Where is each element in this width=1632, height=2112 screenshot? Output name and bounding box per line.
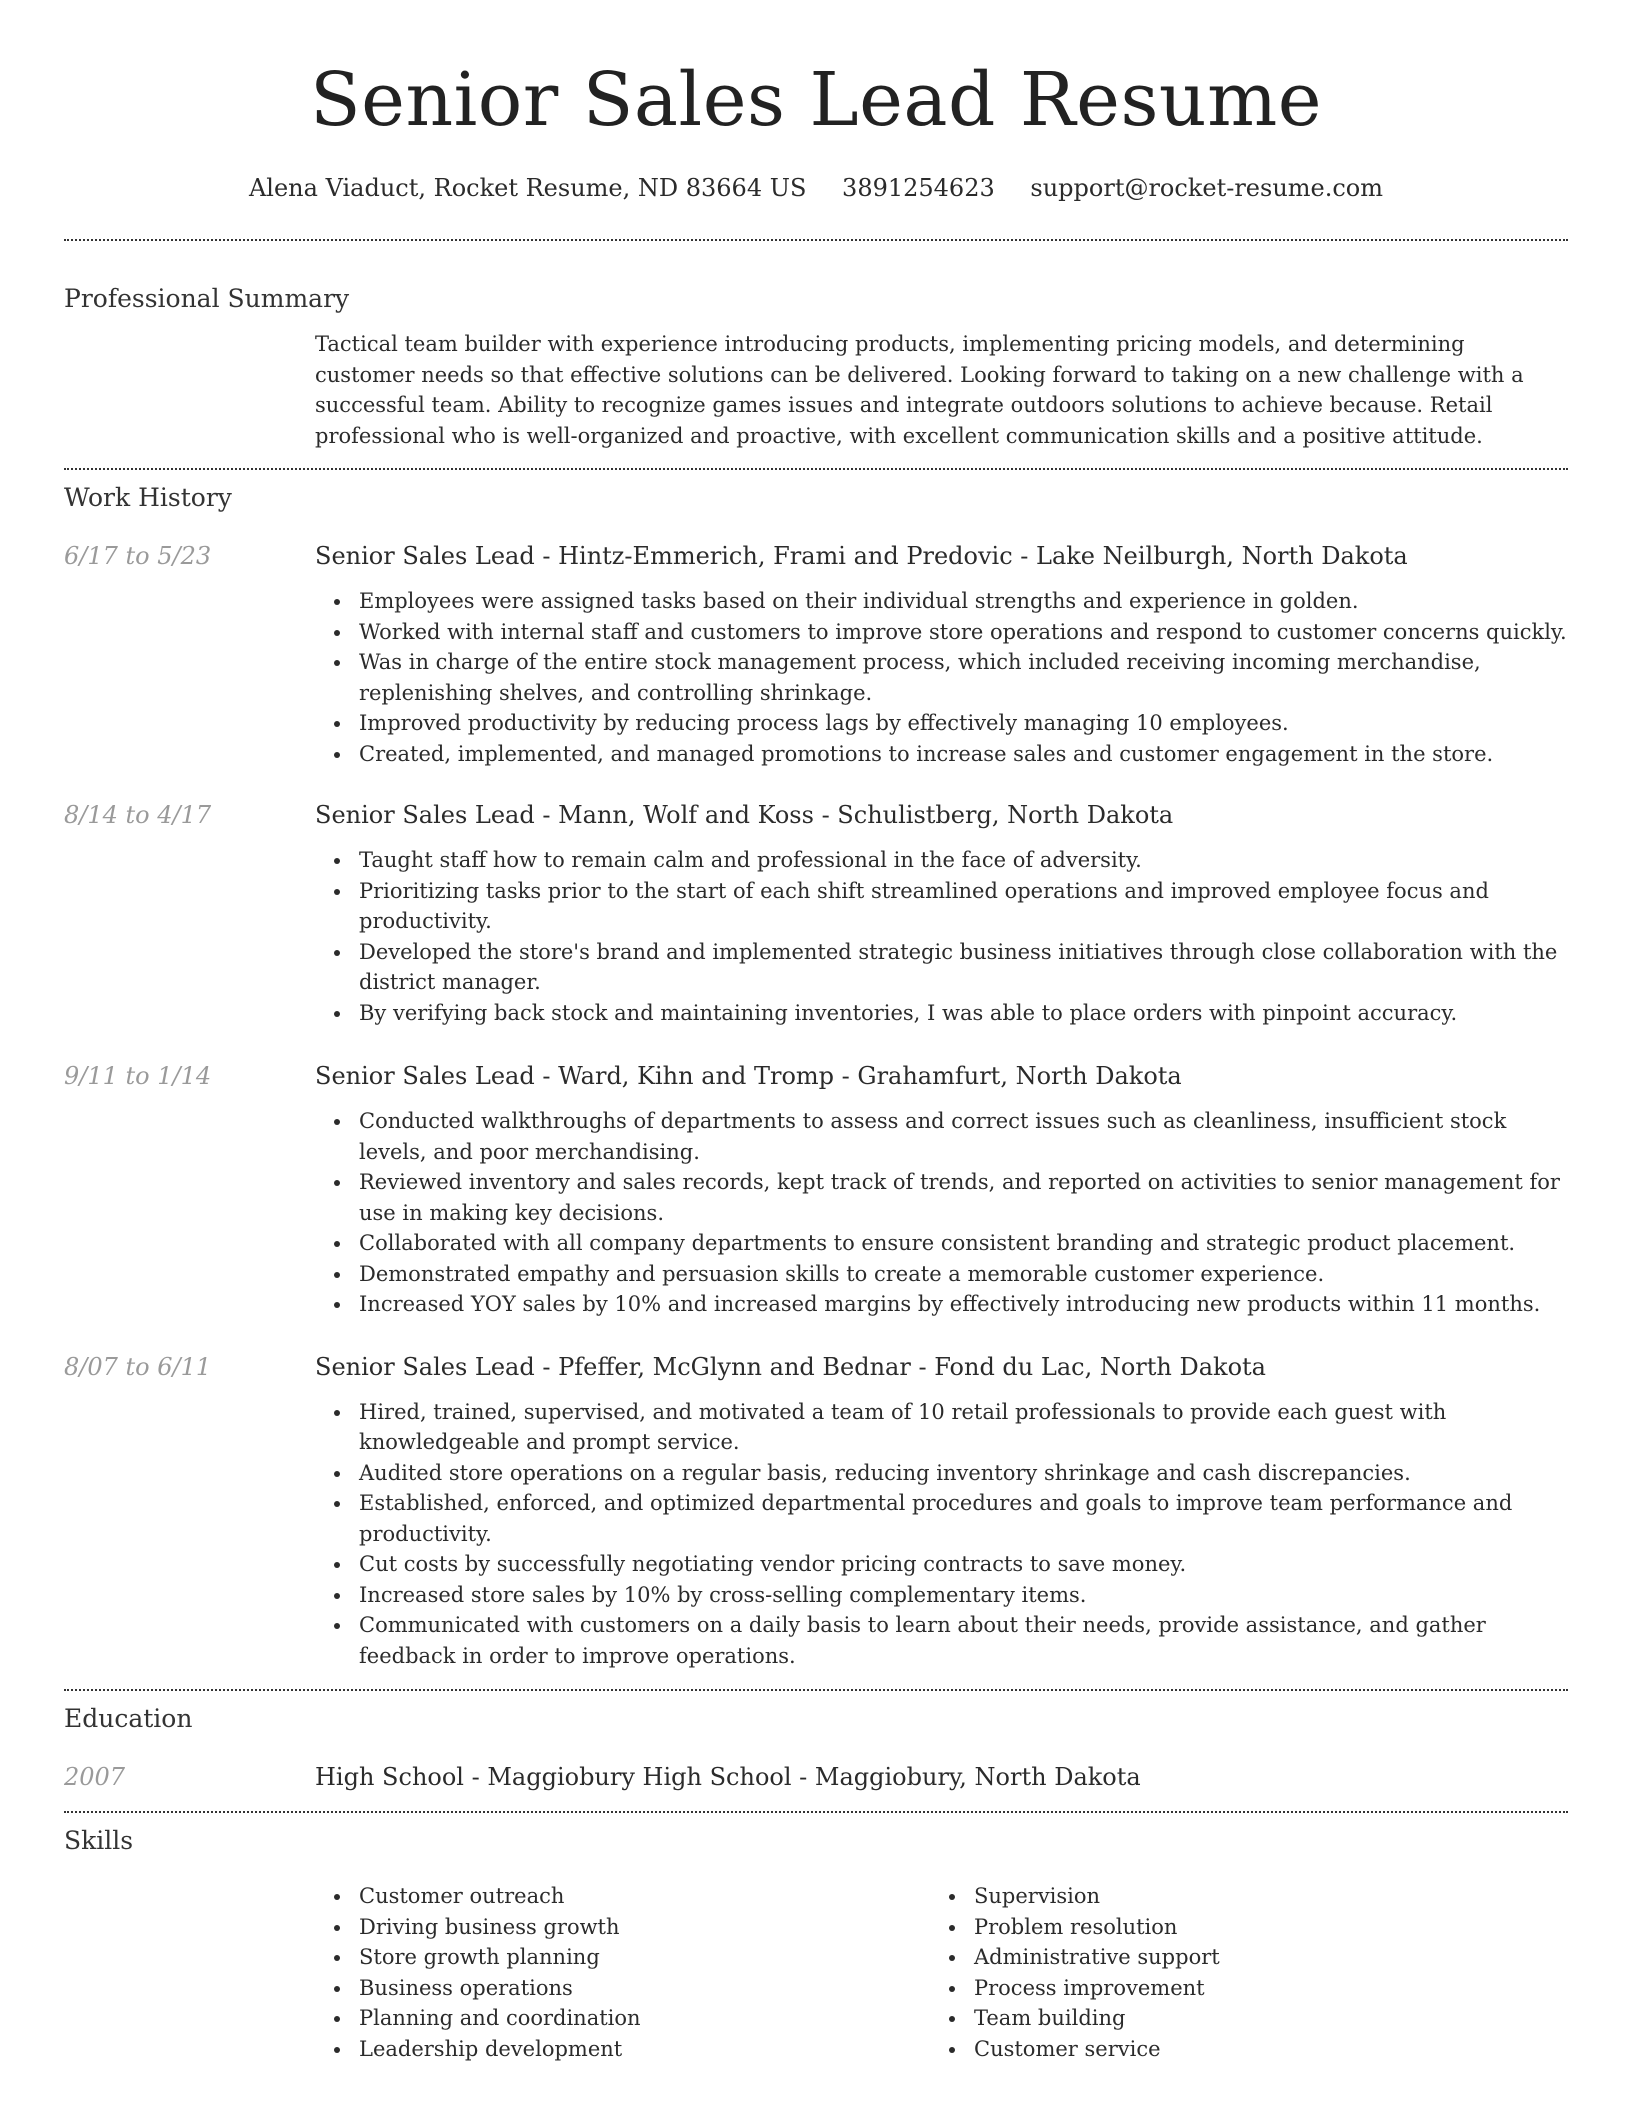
list-item: Conducted walkthroughs of departments to assess and correct issues such as cleanliness, insufficient stock levels, and poor merchandising. (315, 1106, 1568, 1167)
job-duties (315, 586, 1568, 769)
list-item: Worked with internal staff and customers to improve store operations and respond to customer concerns quickly. (315, 617, 1568, 648)
job-title: Senior Sales Lead - Hintz-Emmerich, Frami and Predovic - Lake Neilburgh, North Dakota (315, 542, 1408, 570)
list-item: Developed the store's brand and implemented strategic business initiatives through close collaboration with the district manager. (315, 937, 1568, 998)
skill-item: Administrative support (930, 1942, 1545, 1973)
skill-item: Supervision (930, 1881, 1545, 1912)
job-title: Senior Sales Lead - Mann, Wolf and Koss - Schulistberg, North Dakota (315, 801, 1174, 829)
list-item: Hired, trained, supervised, and motivated a team of 10 retail professionals to provide each guest with knowledgeable and prompt service. (315, 1397, 1568, 1458)
list-item: Employees were assigned tasks based on their individual strengths and experience in golden. (315, 586, 1568, 617)
list-item: Audited store operations on a regular basis, reducing inventory shrinkage and cash discrepancies. (315, 1458, 1568, 1489)
work-history-heading: Work History (64, 483, 232, 512)
job-entry (64, 799, 1568, 831)
job-duties (315, 1106, 1568, 1320)
contact-line (64, 172, 1568, 204)
list-item: Cut costs by successfully negotiating vendor pricing contracts to save money. (315, 1549, 1568, 1580)
job-duties (315, 1397, 1568, 1672)
education-heading: Education (64, 1704, 193, 1733)
job-entry (64, 1351, 1568, 1383)
education-year: 2007 (64, 1763, 126, 1791)
section-divider (64, 1811, 1568, 1813)
skill-item: Leadership development (315, 2034, 930, 2065)
resume-title: Senior Sales Lead Resume (309, 57, 1323, 143)
skills-heading: Skills (64, 1826, 134, 1855)
skill-item: Driving business growth (315, 1912, 930, 1943)
list-item: Prioritizing tasks prior to the start of each shift streamlined operations and improved employee focus and productivity. (315, 876, 1568, 937)
job-dates: 9/11 to 1/14 (64, 1062, 212, 1090)
skill-item: Store growth planning (315, 1942, 930, 1973)
list-item: Communicated with customers on a daily basis to learn about their needs, provide assistance, and gather feedback in order to improve operations. (315, 1610, 1568, 1671)
skill-item: Process improvement (930, 1973, 1545, 2004)
list-item: Improved productivity by reducing process lags by effectively managing 10 employees. (315, 708, 1568, 739)
job-title: Senior Sales Lead - Ward, Kihn and Tromp - Grahamfurt, North Dakota (315, 1062, 1182, 1090)
list-item: Created, implemented, and managed promotions to increase sales and customer engagement in the store. (315, 739, 1568, 770)
skill-item: Planning and coordination (315, 2003, 930, 2034)
list-item: Taught staff how to remain calm and professional in the face of adversity. (315, 845, 1568, 876)
contact-phone: 3891254623 (842, 174, 995, 202)
summary-text: Tactical team builder with experience introducing products, implementing pricing models, and determining customer needs so that effective solutions can be delivered. Looking forward to taking on a new challenge with a successful team. Ability to recognize games issues and integrate outdoors solutions to achieve because. Retail professional who is well-organized and proactive, with excellent communication skills and a positive attitude. (315, 332, 1524, 448)
job-dates: 8/14 to 4/17 (64, 801, 212, 829)
list-item: Increased YOY sales by 10% and increased margins by effectively introducing new products within 11 months. (315, 1289, 1568, 1320)
list-item: Reviewed inventory and sales records, kept track of trends, and reported on activities to senior management for use in making key decisions. (315, 1167, 1568, 1228)
list-item: Collaborated with all company departments to ensure consistent branding and strategic product placement. (315, 1228, 1568, 1259)
list-item: By verifying back stock and maintaining inventories, I was able to place orders with pinpoint accuracy. (315, 998, 1568, 1029)
list-item: Was in charge of the entire stock management process, which included receiving incoming merchandise, replenishing shelves, and controlling shrinkage. (315, 647, 1568, 708)
job-dates: 8/07 to 6/11 (64, 1352, 212, 1381)
skills-list (315, 1881, 1568, 2064)
skills-column-left (315, 1881, 930, 2064)
skills-column-right (930, 1881, 1545, 2064)
skill-item: Customer outreach (315, 1881, 930, 1912)
skill-item: Business operations (315, 1973, 930, 2004)
education-detail: High School - Maggiobury High School - Maggiobury, North Dakota (315, 1763, 1141, 1791)
job-entry (64, 540, 1568, 572)
summary-heading: Professional Summary (64, 284, 350, 313)
job-entry (64, 1060, 1568, 1092)
list-item: Demonstrated empathy and persuasion skills to create a memorable customer experience. (315, 1259, 1568, 1290)
job-duties (315, 845, 1568, 1028)
section-divider (64, 239, 1568, 241)
list-item: Increased store sales by 10% by cross-selling complementary items. (315, 1580, 1568, 1611)
section-divider (64, 1689, 1568, 1691)
section-divider (64, 468, 1568, 470)
skill-item: Team building (930, 2003, 1545, 2034)
job-dates: 6/17 to 5/23 (64, 542, 212, 570)
job-title: Senior Sales Lead - Pfeffer, McGlynn and Bednar - Fond du Lac, North Dakota (315, 1352, 1266, 1381)
list-item: Established, enforced, and optimized departmental procedures and goals to improve team performance and productivity. (315, 1488, 1568, 1549)
education-entry (64, 1761, 1568, 1793)
skill-item: Problem resolution (930, 1912, 1545, 1943)
skill-item: Customer service (930, 2034, 1545, 2065)
contact-address: Alena Viaduct, Rocket Resume, ND 83664 US (248, 174, 807, 202)
contact-email: support@rocket-resume.com (1030, 174, 1384, 202)
